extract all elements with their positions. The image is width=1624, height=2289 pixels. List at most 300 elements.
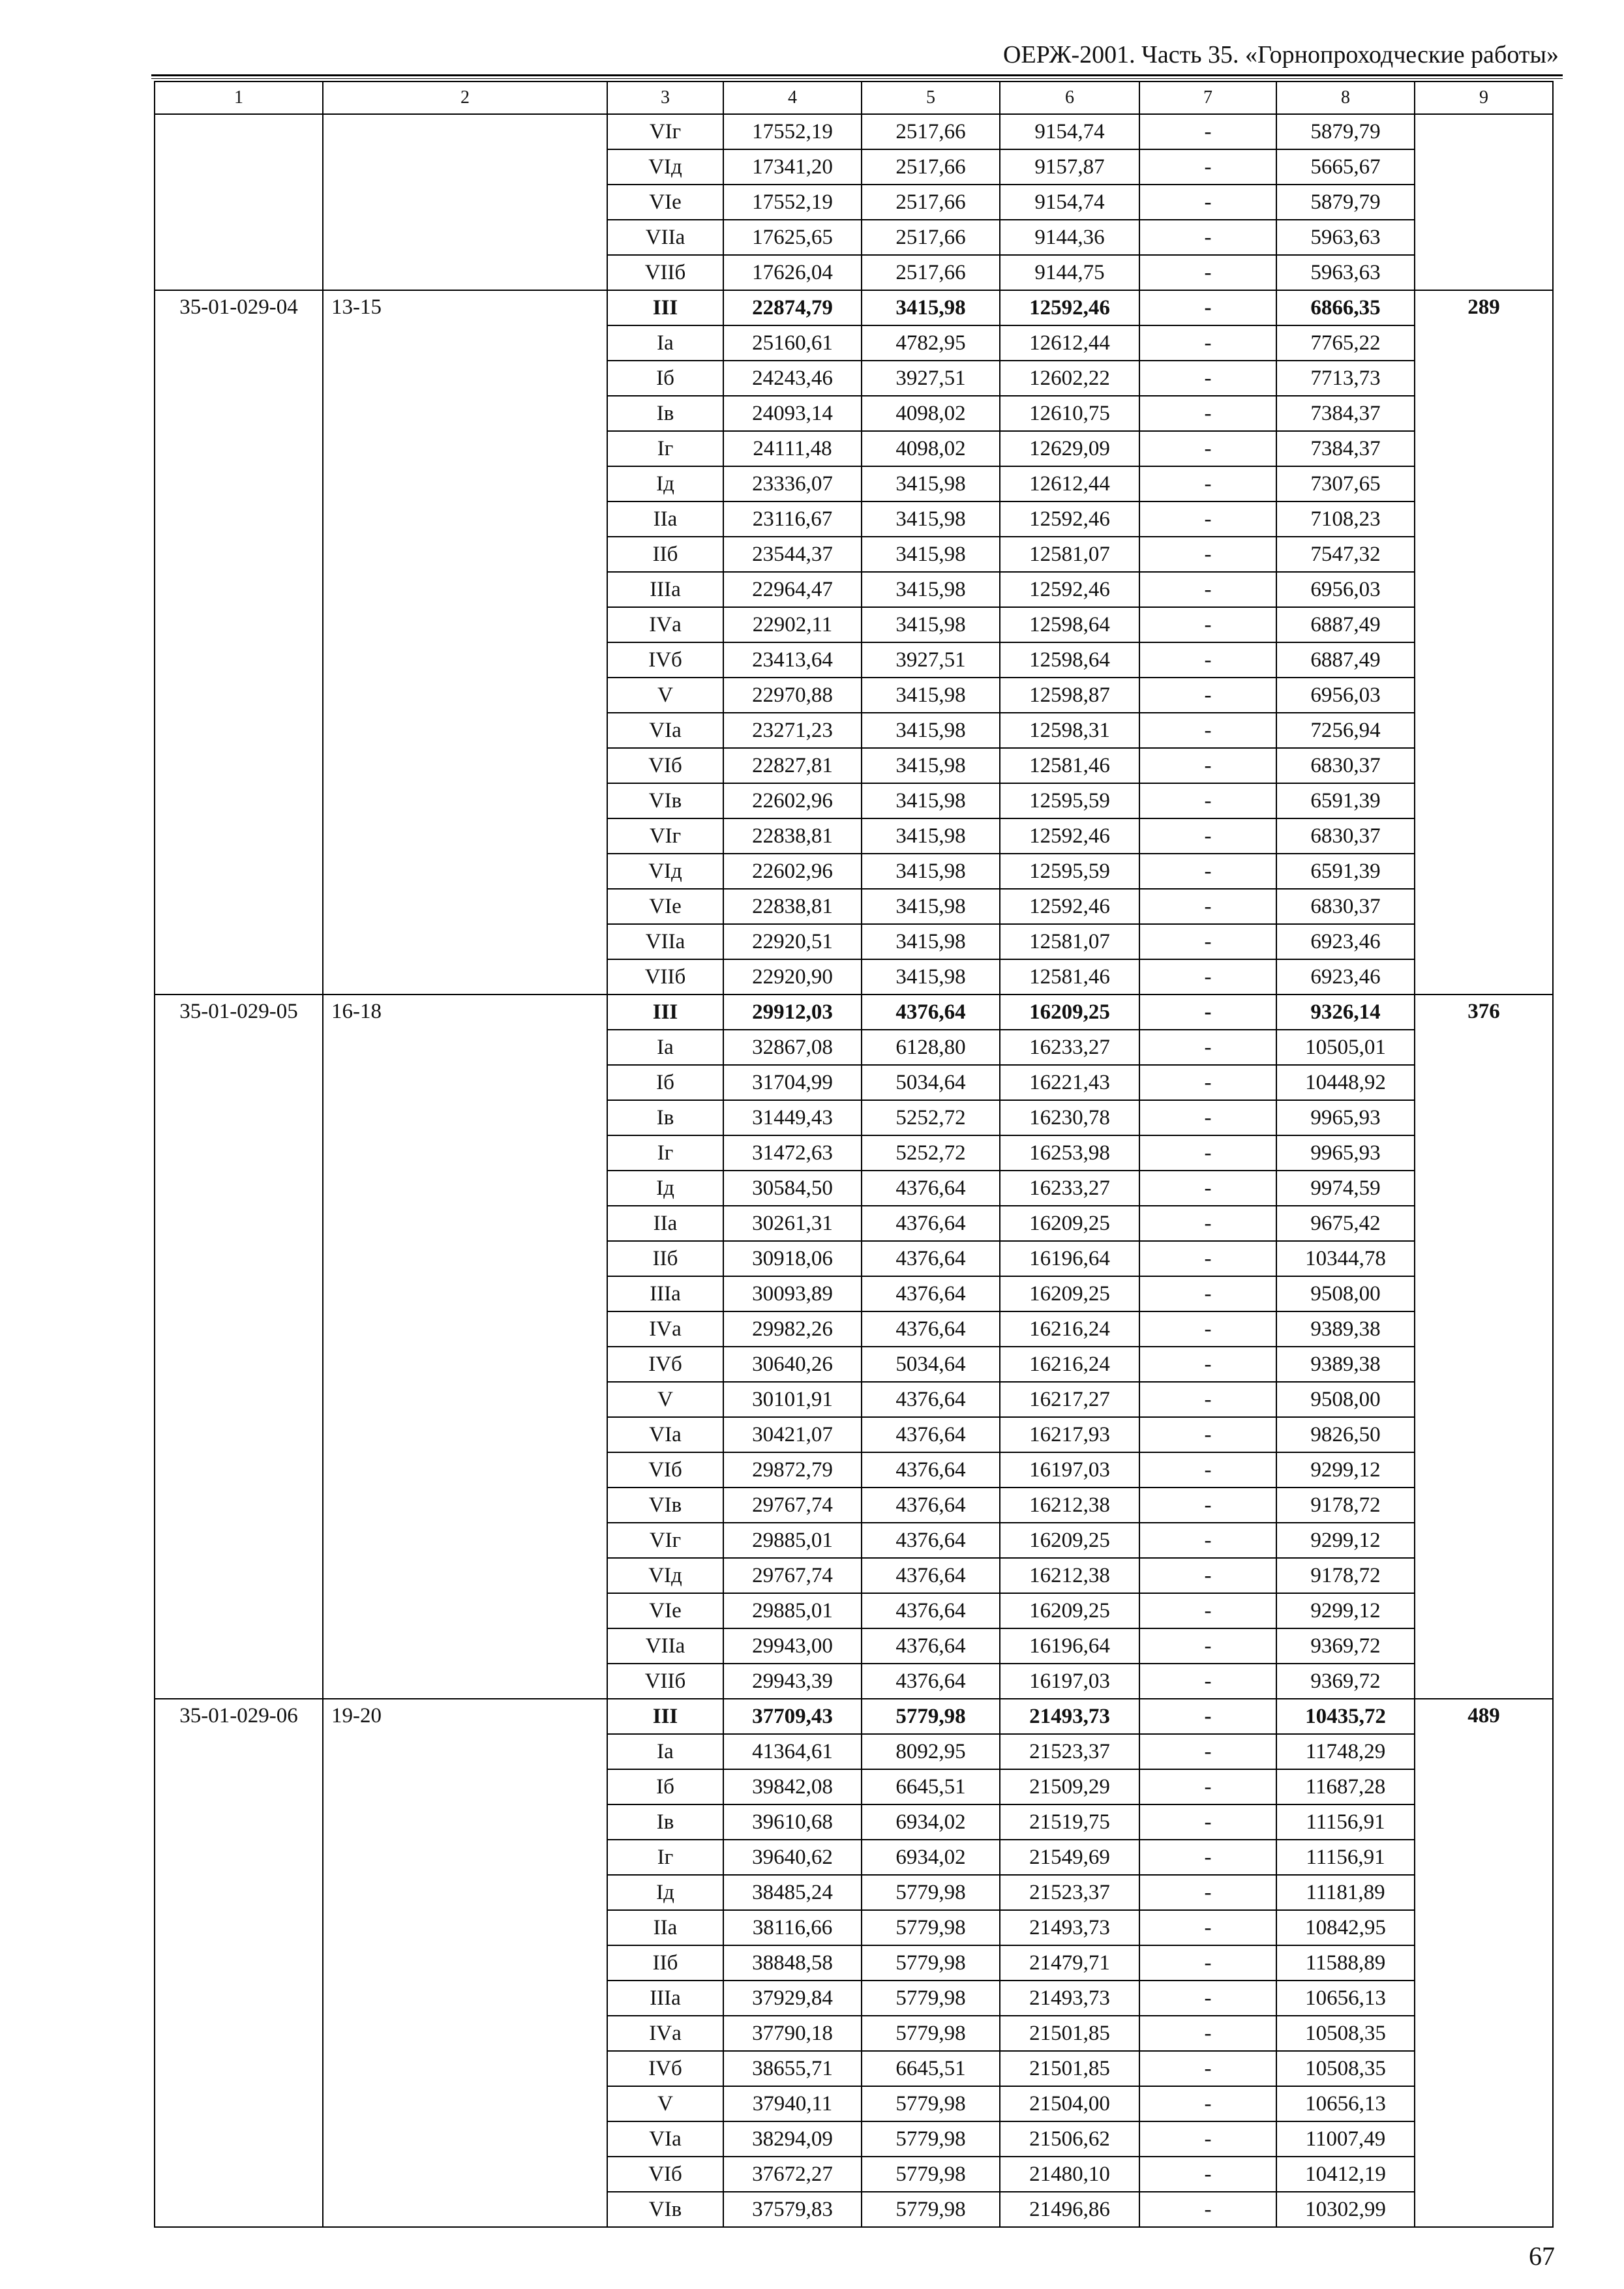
class-cell: VIIа — [607, 220, 723, 255]
machine-cost-cell: 21479,71 — [1000, 1945, 1139, 1981]
wages-cell: 6645,51 — [862, 2051, 1000, 2086]
machine-cost-cell: 12592,46 — [1000, 572, 1139, 607]
page-number: 67 — [1529, 2241, 1555, 2271]
class-cell: III — [607, 1699, 723, 1734]
driver-wages-cell: - — [1139, 361, 1276, 396]
wages-cell: 5034,64 — [862, 1347, 1000, 1382]
driver-wages-cell: - — [1139, 185, 1276, 220]
materials-cell: 11156,91 — [1276, 1840, 1415, 1875]
wages-cell: 4376,64 — [862, 1523, 1000, 1558]
total-cost-cell: 30261,31 — [723, 1206, 862, 1241]
driver-wages-cell: - — [1139, 1523, 1276, 1558]
wages-cell: 3415,98 — [862, 678, 1000, 713]
total-cost-cell: 23116,67 — [723, 501, 862, 537]
materials-cell: 6887,49 — [1276, 642, 1415, 678]
machine-cost-cell: 12581,46 — [1000, 959, 1139, 995]
driver-wages-cell: - — [1139, 325, 1276, 361]
total-cost-cell: 17341,20 — [723, 149, 862, 185]
materials-cell: 9826,50 — [1276, 1417, 1415, 1452]
total-cost-cell: 31472,63 — [723, 1135, 862, 1171]
driver-wages-cell: - — [1139, 1593, 1276, 1628]
class-cell: IIIа — [607, 1981, 723, 2016]
machine-cost-cell: 16216,24 — [1000, 1347, 1139, 1382]
total-cost-cell: 23271,23 — [723, 713, 862, 748]
column-number-row — [155, 82, 1553, 114]
total-cost-cell: 38848,58 — [723, 1945, 862, 1981]
machine-cost-cell: 21523,37 — [1000, 1875, 1139, 1910]
class-cell: VIа — [607, 713, 723, 748]
class-cell: IIIа — [607, 572, 723, 607]
class-cell: VIе — [607, 1593, 723, 1628]
total-cost-cell: 24111,48 — [723, 431, 862, 466]
materials-cell: 9508,00 — [1276, 1276, 1415, 1311]
class-cell: VIIа — [607, 1628, 723, 1664]
total-cost-cell: 17626,04 — [723, 255, 862, 290]
wages-cell: 6934,02 — [862, 1840, 1000, 1875]
driver-wages-cell: - — [1139, 572, 1276, 607]
class-cell: VIIа — [607, 924, 723, 959]
total-cost-cell: 29885,01 — [723, 1523, 862, 1558]
wages-cell: 2517,66 — [862, 149, 1000, 185]
total-cost-cell: 22920,51 — [723, 924, 862, 959]
driver-wages-cell: - — [1139, 1699, 1276, 1734]
class-cell: VIе — [607, 185, 723, 220]
machine-cost-cell: 12581,07 — [1000, 924, 1139, 959]
driver-wages-cell: - — [1139, 220, 1276, 255]
materials-cell: 9389,38 — [1276, 1311, 1415, 1347]
total-cost-cell: 17552,19 — [723, 185, 862, 220]
norm-code-cell: 35-01-029-06 — [155, 1699, 323, 2227]
driver-wages-cell: - — [1139, 290, 1276, 325]
machine-cost-cell: 16196,64 — [1000, 1241, 1139, 1276]
wages-cell: 4376,64 — [862, 1171, 1000, 1206]
total-cost-cell: 29767,74 — [723, 1558, 862, 1593]
total-cost-cell: 22874,79 — [723, 290, 862, 325]
column-number-cell: 8 — [1276, 82, 1415, 114]
total-cost-cell: 31449,43 — [723, 1100, 862, 1135]
machine-cost-cell: 12595,59 — [1000, 783, 1139, 818]
class-cell: Iд — [607, 1875, 723, 1910]
wages-cell: 5779,98 — [862, 2086, 1000, 2121]
machine-cost-cell: 16233,27 — [1000, 1171, 1139, 1206]
section-range-cell — [323, 114, 607, 290]
total-cost-cell: 22964,47 — [723, 572, 862, 607]
wages-cell: 3415,98 — [862, 924, 1000, 959]
driver-wages-cell: - — [1139, 783, 1276, 818]
total-cost-cell: 29912,03 — [723, 995, 862, 1030]
machine-cost-cell: 16230,78 — [1000, 1100, 1139, 1135]
materials-cell: 5879,79 — [1276, 185, 1415, 220]
machine-cost-cell: 16209,25 — [1000, 1593, 1139, 1628]
driver-wages-cell: - — [1139, 1664, 1276, 1699]
header-rule-thick — [151, 74, 1563, 76]
class-cell: Iа — [607, 1734, 723, 1769]
materials-cell: 9508,00 — [1276, 1382, 1415, 1417]
driver-wages-cell: - — [1139, 501, 1276, 537]
column-number-row-group — [155, 82, 1553, 114]
wages-cell: 3415,98 — [862, 854, 1000, 889]
class-cell: VIб — [607, 748, 723, 783]
materials-cell: 6591,39 — [1276, 854, 1415, 889]
machine-cost-cell: 21501,85 — [1000, 2016, 1139, 2051]
labor-cost-cell: 489 — [1415, 1699, 1553, 2227]
total-cost-cell: 38116,66 — [723, 1910, 862, 1945]
materials-cell: 10302,99 — [1276, 2192, 1415, 2227]
total-cost-cell: 23544,37 — [723, 537, 862, 572]
materials-cell: 9299,12 — [1276, 1452, 1415, 1488]
class-cell: Iв — [607, 396, 723, 431]
column-number-cell: 7 — [1139, 82, 1276, 114]
materials-cell: 9974,59 — [1276, 1171, 1415, 1206]
materials-cell: 10842,95 — [1276, 1910, 1415, 1945]
driver-wages-cell: - — [1139, 1276, 1276, 1311]
materials-cell: 9369,72 — [1276, 1628, 1415, 1664]
column-number-cell: 6 — [1000, 82, 1139, 114]
wages-cell: 2517,66 — [862, 185, 1000, 220]
labor-cost-cell: 376 — [1415, 995, 1553, 1699]
total-cost-cell: 30101,91 — [723, 1382, 862, 1417]
materials-cell: 10344,78 — [1276, 1241, 1415, 1276]
machine-cost-cell: 16216,24 — [1000, 1311, 1139, 1347]
machine-cost-cell: 9154,74 — [1000, 114, 1139, 149]
column-number-cell: 2 — [323, 82, 607, 114]
driver-wages-cell: - — [1139, 1347, 1276, 1382]
class-cell: Iв — [607, 1804, 723, 1840]
wages-cell: 4376,64 — [862, 1382, 1000, 1417]
driver-wages-cell: - — [1139, 466, 1276, 501]
total-cost-cell: 17552,19 — [723, 114, 862, 149]
class-cell: IIб — [607, 1945, 723, 1981]
wages-cell: 5779,98 — [862, 2121, 1000, 2157]
driver-wages-cell: - — [1139, 1171, 1276, 1206]
wages-cell: 5779,98 — [862, 2192, 1000, 2227]
machine-cost-cell: 12592,46 — [1000, 290, 1139, 325]
machine-cost-cell: 9157,87 — [1000, 149, 1139, 185]
materials-cell: 5963,63 — [1276, 255, 1415, 290]
driver-wages-cell: - — [1139, 1135, 1276, 1171]
driver-wages-cell: - — [1139, 1945, 1276, 1981]
wages-cell: 3415,98 — [862, 466, 1000, 501]
class-cell: IIб — [607, 1241, 723, 1276]
total-cost-cell: 30584,50 — [723, 1171, 862, 1206]
class-cell: VIд — [607, 149, 723, 185]
driver-wages-cell: - — [1139, 1452, 1276, 1488]
class-cell: Iд — [607, 466, 723, 501]
wages-cell: 5252,72 — [862, 1100, 1000, 1135]
machine-cost-cell: 12612,44 — [1000, 466, 1139, 501]
wages-cell: 4376,64 — [862, 1452, 1000, 1488]
section-range-cell: 13-15 — [323, 290, 607, 995]
machine-cost-cell: 9144,36 — [1000, 220, 1139, 255]
machine-cost-cell: 16233,27 — [1000, 1030, 1139, 1065]
machine-cost-cell: 21493,73 — [1000, 1910, 1139, 1945]
class-cell: VIIб — [607, 959, 723, 995]
materials-cell: 7108,23 — [1276, 501, 1415, 537]
total-cost-cell: 22838,81 — [723, 889, 862, 924]
total-cost-cell: 30640,26 — [723, 1347, 862, 1382]
driver-wages-cell: - — [1139, 149, 1276, 185]
materials-cell: 10448,92 — [1276, 1065, 1415, 1100]
class-cell: Iа — [607, 325, 723, 361]
class-cell: VIд — [607, 854, 723, 889]
materials-cell: 9178,72 — [1276, 1488, 1415, 1523]
driver-wages-cell: - — [1139, 1981, 1276, 2016]
materials-cell: 10435,72 — [1276, 1699, 1415, 1734]
machine-cost-cell: 21480,10 — [1000, 2157, 1139, 2192]
materials-cell: 9965,93 — [1276, 1100, 1415, 1135]
materials-cell: 10505,01 — [1276, 1030, 1415, 1065]
class-cell: VIв — [607, 1488, 723, 1523]
wages-cell: 4098,02 — [862, 431, 1000, 466]
machine-cost-cell: 21506,62 — [1000, 2121, 1139, 2157]
wages-cell: 3415,98 — [862, 607, 1000, 642]
class-cell: Iд — [607, 1171, 723, 1206]
total-cost-cell: 37579,83 — [723, 2192, 862, 2227]
driver-wages-cell: - — [1139, 2016, 1276, 2051]
driver-wages-cell: - — [1139, 995, 1276, 1030]
class-cell: VIв — [607, 783, 723, 818]
driver-wages-cell: - — [1139, 1100, 1276, 1135]
machine-cost-cell: 16196,64 — [1000, 1628, 1139, 1664]
class-cell: IIа — [607, 1910, 723, 1945]
materials-cell: 10656,13 — [1276, 2086, 1415, 2121]
class-cell: IVб — [607, 1347, 723, 1382]
total-cost-cell: 37672,27 — [723, 2157, 862, 2192]
wages-cell: 8092,95 — [862, 1734, 1000, 1769]
class-cell: IVа — [607, 607, 723, 642]
machine-cost-cell: 12598,64 — [1000, 607, 1139, 642]
rates-table-body — [155, 114, 1553, 2227]
machine-cost-cell: 21493,73 — [1000, 1699, 1139, 1734]
driver-wages-cell: - — [1139, 1804, 1276, 1840]
materials-cell: 9299,12 — [1276, 1523, 1415, 1558]
driver-wages-cell: - — [1139, 1030, 1276, 1065]
class-cell: III — [607, 995, 723, 1030]
driver-wages-cell: - — [1139, 537, 1276, 572]
machine-cost-cell: 12602,22 — [1000, 361, 1139, 396]
labor-cost-cell: 289 — [1415, 290, 1553, 995]
class-cell: Iа — [607, 1030, 723, 1065]
wages-cell: 2517,66 — [862, 114, 1000, 149]
total-cost-cell: 39640,62 — [723, 1840, 862, 1875]
total-cost-cell: 38294,09 — [723, 2121, 862, 2157]
driver-wages-cell: - — [1139, 818, 1276, 854]
wages-cell: 4376,64 — [862, 1417, 1000, 1452]
class-cell: VIв — [607, 2192, 723, 2227]
table-row — [155, 114, 1553, 149]
total-cost-cell: 29943,39 — [723, 1664, 862, 1699]
wages-cell: 3927,51 — [862, 361, 1000, 396]
machine-cost-cell: 16197,03 — [1000, 1452, 1139, 1488]
materials-cell: 10412,19 — [1276, 2157, 1415, 2192]
column-number-cell: 4 — [723, 82, 862, 114]
driver-wages-cell: - — [1139, 1910, 1276, 1945]
wages-cell: 3415,98 — [862, 748, 1000, 783]
driver-wages-cell: - — [1139, 396, 1276, 431]
materials-cell: 10656,13 — [1276, 1981, 1415, 2016]
materials-cell: 9389,38 — [1276, 1347, 1415, 1382]
driver-wages-cell: - — [1139, 959, 1276, 995]
wages-cell: 3415,98 — [862, 537, 1000, 572]
wages-cell: 5252,72 — [862, 1135, 1000, 1171]
total-cost-cell: 24093,14 — [723, 396, 862, 431]
machine-cost-cell: 16209,25 — [1000, 995, 1139, 1030]
materials-cell: 11007,49 — [1276, 2121, 1415, 2157]
total-cost-cell: 29872,79 — [723, 1452, 862, 1488]
total-cost-cell: 23336,07 — [723, 466, 862, 501]
class-cell: VIг — [607, 818, 723, 854]
wages-cell: 6128,80 — [862, 1030, 1000, 1065]
materials-cell: 9369,72 — [1276, 1664, 1415, 1699]
driver-wages-cell: - — [1139, 255, 1276, 290]
wages-cell: 4098,02 — [862, 396, 1000, 431]
driver-wages-cell: - — [1139, 1311, 1276, 1347]
driver-wages-cell: - — [1139, 1734, 1276, 1769]
machine-cost-cell: 12592,46 — [1000, 501, 1139, 537]
machine-cost-cell: 16217,93 — [1000, 1417, 1139, 1452]
driver-wages-cell: - — [1139, 1065, 1276, 1100]
driver-wages-cell: - — [1139, 1488, 1276, 1523]
materials-cell: 7256,94 — [1276, 713, 1415, 748]
materials-cell: 7384,37 — [1276, 431, 1415, 466]
wages-cell: 3415,98 — [862, 889, 1000, 924]
machine-cost-cell: 16212,38 — [1000, 1488, 1139, 1523]
wages-cell: 3415,98 — [862, 572, 1000, 607]
class-cell: Iб — [607, 1065, 723, 1100]
class-cell: VIд — [607, 1558, 723, 1593]
norm-code-cell: 35-01-029-05 — [155, 995, 323, 1699]
machine-cost-cell: 21523,37 — [1000, 1734, 1139, 1769]
driver-wages-cell: - — [1139, 678, 1276, 713]
table-row — [155, 995, 1553, 1030]
driver-wages-cell: - — [1139, 2157, 1276, 2192]
machine-cost-cell: 21501,85 — [1000, 2051, 1139, 2086]
driver-wages-cell: - — [1139, 2192, 1276, 2227]
column-number-cell: 9 — [1415, 82, 1553, 114]
machine-cost-cell: 12598,31 — [1000, 713, 1139, 748]
machine-cost-cell: 21504,00 — [1000, 2086, 1139, 2121]
driver-wages-cell: - — [1139, 1382, 1276, 1417]
class-cell: V — [607, 2086, 723, 2121]
machine-cost-cell: 12592,46 — [1000, 889, 1139, 924]
machine-cost-cell: 12592,46 — [1000, 818, 1139, 854]
machine-cost-cell: 16217,27 — [1000, 1382, 1139, 1417]
wages-cell: 2517,66 — [862, 220, 1000, 255]
materials-cell: 7765,22 — [1276, 325, 1415, 361]
machine-cost-cell: 21496,86 — [1000, 2192, 1139, 2227]
wages-cell: 4376,64 — [862, 995, 1000, 1030]
total-cost-cell: 25160,61 — [723, 325, 862, 361]
materials-cell: 9178,72 — [1276, 1558, 1415, 1593]
driver-wages-cell: - — [1139, 854, 1276, 889]
class-cell: VIа — [607, 1417, 723, 1452]
machine-cost-cell: 21519,75 — [1000, 1804, 1139, 1840]
total-cost-cell: 17625,65 — [723, 220, 862, 255]
norm-code-cell — [155, 114, 323, 290]
class-cell: IIа — [607, 501, 723, 537]
labor-cost-cell — [1415, 114, 1553, 290]
driver-wages-cell: - — [1139, 2086, 1276, 2121]
wages-cell: 4376,64 — [862, 1593, 1000, 1628]
wages-cell: 5779,98 — [862, 1910, 1000, 1945]
class-cell: VIг — [607, 1523, 723, 1558]
class-cell: Iв — [607, 1100, 723, 1135]
wages-cell: 4376,64 — [862, 1276, 1000, 1311]
class-cell: VIа — [607, 2121, 723, 2157]
driver-wages-cell: - — [1139, 607, 1276, 642]
wages-cell: 3415,98 — [862, 501, 1000, 537]
driver-wages-cell: - — [1139, 431, 1276, 466]
table-row — [155, 290, 1553, 325]
materials-cell: 6956,03 — [1276, 678, 1415, 713]
materials-cell: 6830,37 — [1276, 889, 1415, 924]
machine-cost-cell: 16209,25 — [1000, 1276, 1139, 1311]
total-cost-cell: 24243,46 — [723, 361, 862, 396]
class-cell: VIг — [607, 114, 723, 149]
machine-cost-cell: 16209,25 — [1000, 1523, 1139, 1558]
machine-cost-cell: 12610,75 — [1000, 396, 1139, 431]
driver-wages-cell: - — [1139, 1241, 1276, 1276]
wages-cell: 3415,98 — [862, 959, 1000, 995]
total-cost-cell: 22827,81 — [723, 748, 862, 783]
machine-cost-cell: 21509,29 — [1000, 1769, 1139, 1804]
total-cost-cell: 38655,71 — [723, 2051, 862, 2086]
total-cost-cell: 29767,74 — [723, 1488, 862, 1523]
machine-cost-cell: 9154,74 — [1000, 185, 1139, 220]
wages-cell: 5779,98 — [862, 2016, 1000, 2051]
materials-cell: 6830,37 — [1276, 748, 1415, 783]
machine-cost-cell: 21493,73 — [1000, 1981, 1139, 2016]
wages-cell: 3927,51 — [862, 642, 1000, 678]
total-cost-cell: 22602,96 — [723, 783, 862, 818]
header-rule-thin — [151, 78, 1563, 79]
total-cost-cell: 39842,08 — [723, 1769, 862, 1804]
total-cost-cell: 37790,18 — [723, 2016, 862, 2051]
total-cost-cell: 30093,89 — [723, 1276, 862, 1311]
total-cost-cell: 29982,26 — [723, 1311, 862, 1347]
materials-cell: 11181,89 — [1276, 1875, 1415, 1910]
driver-wages-cell: - — [1139, 1628, 1276, 1664]
materials-cell: 11748,29 — [1276, 1734, 1415, 1769]
total-cost-cell: 23413,64 — [723, 642, 862, 678]
class-cell: VIб — [607, 1452, 723, 1488]
materials-cell: 9965,93 — [1276, 1135, 1415, 1171]
machine-cost-cell: 12598,64 — [1000, 642, 1139, 678]
total-cost-cell: 37940,11 — [723, 2086, 862, 2121]
column-number-cell: 5 — [862, 82, 1000, 114]
driver-wages-cell: - — [1139, 1769, 1276, 1804]
machine-cost-cell: 16197,03 — [1000, 1664, 1139, 1699]
total-cost-cell: 29943,00 — [723, 1628, 862, 1664]
materials-cell: 11156,91 — [1276, 1804, 1415, 1840]
driver-wages-cell: - — [1139, 642, 1276, 678]
total-cost-cell: 37709,43 — [723, 1699, 862, 1734]
class-cell: Iг — [607, 1840, 723, 1875]
class-cell: V — [607, 678, 723, 713]
table-row — [155, 1699, 1553, 1734]
wages-cell: 3415,98 — [862, 290, 1000, 325]
class-cell: VIе — [607, 889, 723, 924]
materials-cell: 9299,12 — [1276, 1593, 1415, 1628]
materials-cell: 9326,14 — [1276, 995, 1415, 1030]
class-cell: VIIб — [607, 255, 723, 290]
materials-cell: 6956,03 — [1276, 572, 1415, 607]
page-header-title: ОЕРЖ-2001. Часть 35. «Горнопроходческие работы» — [1003, 41, 1559, 68]
class-cell: V — [607, 1382, 723, 1417]
driver-wages-cell: - — [1139, 2051, 1276, 2086]
machine-cost-cell: 12598,87 — [1000, 678, 1139, 713]
class-cell: IVб — [607, 642, 723, 678]
